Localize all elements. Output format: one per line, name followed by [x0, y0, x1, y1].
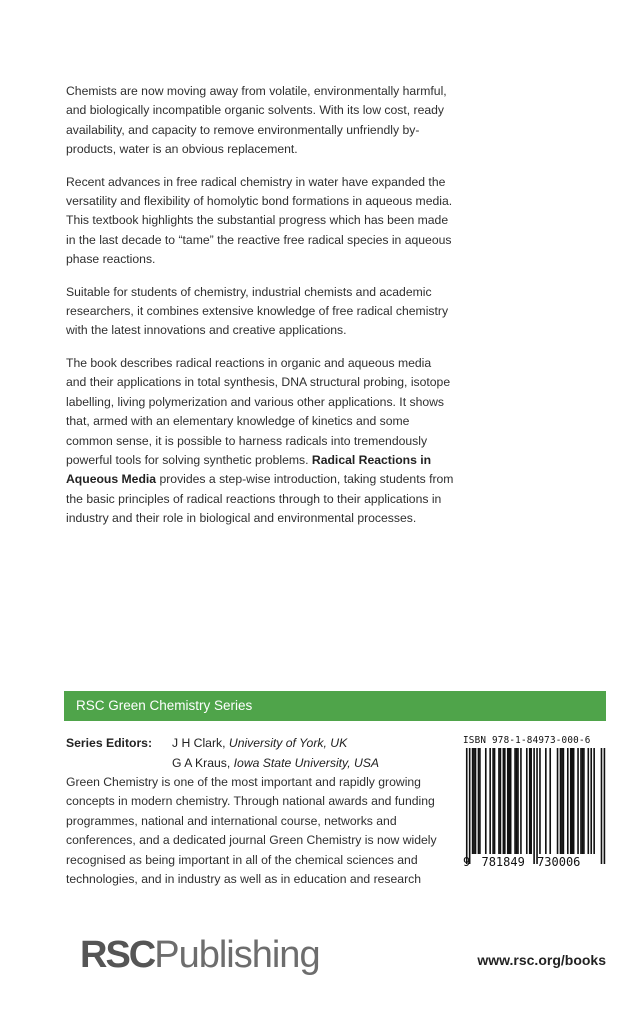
barcode-bar [516, 748, 518, 854]
barcode-bar [473, 748, 475, 854]
barcode-bar [570, 748, 572, 854]
blurb-paragraph-1: Chemists are now moving away from volatile, environmentally harmful, and biologically incompatible organic solvents. With its low cost, ready availability, and capacity to remove environmentally unfriendly by-products, water is an obvious replacement. [66, 84, 447, 157]
barcode-bar [478, 748, 480, 854]
logo-rsc: RSC [80, 934, 155, 976]
barcode-bar [492, 748, 494, 854]
barcode-bar [498, 748, 500, 854]
logo-publishing: Publishing [154, 934, 320, 976]
barcode-bar [582, 748, 584, 854]
barcode-bar [510, 748, 512, 854]
blurb-p4-start: The book describes radical reactions in organic and aqueous media and their applications in total synthesis, DNA structural probing, isotope labelling, living polymerization and various other applications. It shows that, armed with an elementary knowledge of kinetics and some common sense, it is possible to harness radicals into tremendously powerful tools for solving synthetic problems. [66, 355, 451, 467]
barcode-bar [504, 748, 506, 854]
barcode-bar [557, 748, 559, 854]
barcode-bar [466, 748, 468, 864]
rsc-publishing-logo [80, 933, 320, 977]
barcode-bar [479, 748, 481, 854]
barcode-bar [514, 748, 516, 854]
back-cover-blurb [66, 82, 454, 542]
barcode-bar [469, 748, 471, 864]
isbn-first-digit: 9 [463, 855, 471, 869]
barcode-bar [545, 748, 547, 854]
barcode-bar [573, 748, 575, 854]
barcode-bar [530, 748, 532, 854]
green-chemistry-description: Green Chemistry is one of the most important and rapidly growing concepts in modern chemistry. Through national awards and funding programmes, national and international course, networks and conferences, and a dedicated journal Green Chemistry is now widely recognised as being important in all of the chemical sciences and technologies, and in industry as well as in education and research [66, 775, 437, 887]
barcode-bar [520, 748, 522, 854]
barcode-bar [503, 748, 505, 854]
isbn-left-digits: 781849 [481, 855, 525, 869]
barcode-bar [601, 748, 603, 864]
book-title-bold: Radical Reactions in Aqueous Media [66, 452, 432, 487]
isbn-right-digits: 730006 [537, 855, 581, 869]
barcode-bar [577, 748, 579, 854]
barcode-bar [517, 748, 519, 854]
series-editor-1 [172, 734, 347, 754]
rsc-books-url: www.rsc.org/books [477, 952, 606, 968]
blurb-paragraph-2: Recent advances in free radical chemistry in water have expanded the versatility and flexibility of homolytic bond formations in aqueous media. This textbook highlights the substantial progress which has been made in the last decade to “tame” the reactive free radical species in aqueous phase reactions. [66, 174, 453, 267]
blurb-paragraph-3: Suitable for students of chemistry, industrial chemists and academic researchers, it combines extensive knowledge of free radical chemistry with the latest innovations and creative applications. [66, 284, 449, 338]
barcode-bar [590, 748, 592, 854]
series-editor-2 [172, 754, 379, 774]
barcode-bars [463, 748, 608, 866]
barcode-bar [507, 748, 509, 854]
barcode-bar [536, 748, 538, 864]
barcode-bar [500, 748, 502, 854]
barcode-bar [583, 748, 585, 854]
barcode-bar [494, 748, 496, 854]
series-editors-label: Series Editors: [66, 736, 153, 750]
barcode-bar [587, 748, 589, 854]
editor-name: G A Kraus, [172, 755, 234, 770]
barcode-bar [593, 748, 595, 854]
isbn-barcode [463, 735, 608, 872]
barcode-bar [539, 748, 541, 854]
blurb-p4-end: provides a step-wise introduction, taking students from the basic principles of radical reactions through to their applications in industry and their role in biological and environmental processes. [66, 472, 454, 526]
barcode-bar [489, 748, 491, 854]
barcode-bar [508, 748, 510, 854]
editor-name: J H Clark, [172, 736, 229, 750]
barcode-bar [472, 748, 474, 854]
barcode-bar [580, 748, 582, 854]
barcode-bar [560, 748, 562, 854]
barcode-bar [549, 748, 551, 854]
editor-affiliation: Iowa State University, USA [233, 755, 380, 770]
barcode-bar [526, 748, 528, 854]
isbn-label: ISBN 978-1-84973-000-6 [463, 735, 591, 746]
barcode-bar [567, 748, 569, 854]
barcode-bar [561, 748, 563, 854]
barcode-bar [563, 748, 565, 854]
isbn-digits [463, 855, 580, 869]
barcode-bar [533, 748, 535, 864]
blurb-paragraph-4 [66, 354, 454, 529]
barcode-bar [485, 748, 487, 854]
series-title-bar: RSC Green Chemistry Series [64, 691, 606, 721]
barcode-bar [475, 748, 477, 854]
barcode-bar [604, 748, 606, 864]
barcode-bar [529, 748, 531, 854]
barcode-bar [571, 748, 573, 854]
editor-affiliation: University of York, UK [228, 736, 348, 750]
